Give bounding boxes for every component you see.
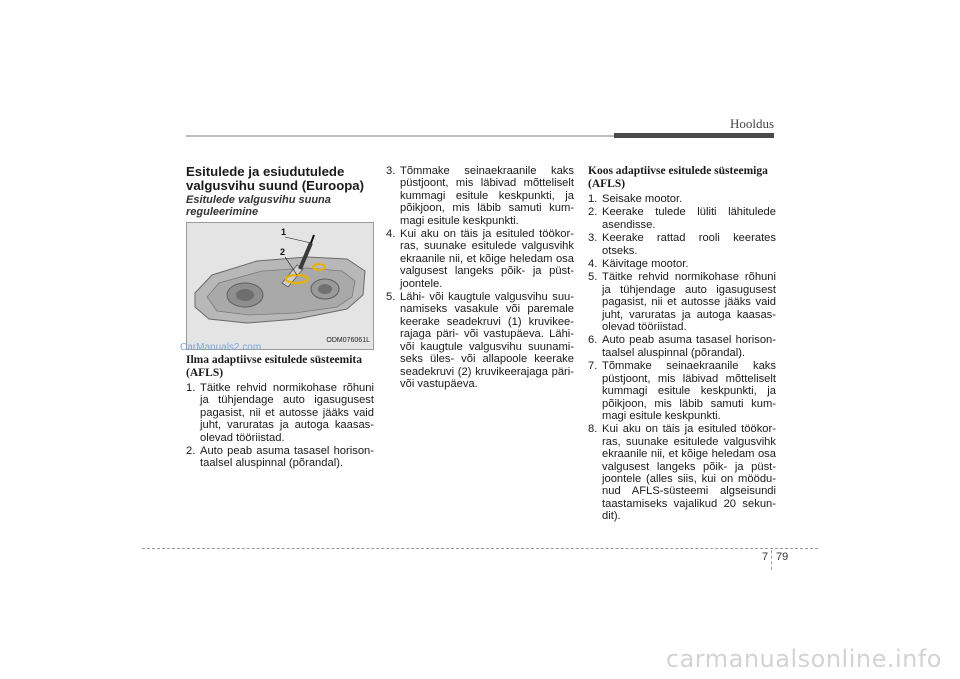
- figure-label-2: 2: [280, 247, 286, 257]
- list-item: 2. Keerake tulede lüliti lähitulede asendisse.: [588, 206, 776, 231]
- watermark-small: CarManuals2.com: [180, 342, 262, 353]
- header-rule: [186, 135, 614, 137]
- section-title: Esitulede ja esiudutulede valgusvihu suund (Euroopa): [186, 164, 365, 193]
- column-1: [186, 165, 374, 471]
- list-item: 5. Lähi- või kaugtule valgusvihu suu-namiseks vasakule või paremale keerake seadekruvi (1) kruvikee-rajaga päri- või vastupäeva. Lähi- või kaugtule valgusvihu suunami-seks üles- või allapoole keerake seadekruvi (2) kruvikeerajaga päri- või vastupäeva.: [386, 291, 574, 390]
- afls-off-heading: Ilma adaptiivse esitulede süsteemita (AFLS): [186, 354, 363, 379]
- list-item: 6. Auto peab asuma tasasel horison-taalsel aluspinnal (põrandal).: [588, 334, 776, 359]
- list-item: 5. Täitke rehvid normikohase rõhuni ja tühjendage auto igasugusest pagasist, nii et autosse jääks vaid juht, varuratas ja autoga kaasas-olevad tööriistad.: [588, 271, 776, 334]
- list-item: 2. Auto peab asuma tasasel horison-taalsel aluspinnal (põrandal).: [186, 445, 374, 470]
- page-divider: [771, 550, 772, 570]
- list-item: 7. Tõmmake seinaekraanile kaks püstjoont, mis läbivad mõtteliselt kummagi esitule keskpunkti, ja põikjoon, mis läbib samuti kum-magi esitule keskpunkti.: [588, 360, 776, 422]
- column-2: [386, 165, 574, 391]
- site-watermark: carmanualsonline.info: [665, 645, 942, 673]
- figure-label-1: 1: [281, 227, 287, 237]
- list-item: 4. Kui aku on täis ja esituled töökor-ras, suunake esitulede valgusvihk ekraanile nii, et kõige heledam osa valgusest langeks põik- ja püst-joontele.: [386, 228, 574, 290]
- header-rule-accent: [614, 133, 774, 138]
- section-header-title: Hooldus: [729, 116, 774, 131]
- column-3: [588, 165, 776, 524]
- footer-rule: [142, 548, 818, 549]
- list-item: 4. Käivitage mootor.: [588, 258, 689, 271]
- steps-list: [386, 165, 574, 390]
- list-item: 8. Kui aku on täis ja esituled töökor-ras, suunake esitulede valgusvihk ekraanile nii, et kõige heledam osa valgusest langeks põik- ja püst-joontele (alles siis, kui on möödu-nud AFLS-süsteemi algseisundi taastamiseks vajalikud 20 sekun-dit).: [588, 423, 776, 523]
- section-subtitle: Esitulede valgusvihu suuna reguleerimine: [186, 194, 331, 218]
- steps-list: [186, 382, 374, 470]
- list-item: 1. Seisake mootor.: [588, 193, 683, 205]
- list-item: 3. Keerake rattad rooli keerates otseks.: [588, 232, 776, 257]
- afls-on-heading: Koos adaptiivse esitulede süsteemiga (AFLS): [588, 165, 768, 190]
- list-item: 1. Täitke rehvid normikohase rõhuni ja tühjendage auto igasugusest pagasist, nii et autosse jääks vaid juht, varuratas ja autoga kaasas-olevad tööriistad.: [186, 382, 374, 444]
- steps-list: [588, 193, 776, 523]
- page-number: 79: [776, 551, 789, 563]
- headlamp-figure: [186, 222, 374, 350]
- headlamp-illustration: [187, 223, 373, 349]
- list-item: 3. Tõmmake seinaekraanile kaks püstjoont, mis läbivad mõtteliselt kummagi esitule keskpunkti, ja põikjoon, mis läbib samuti kum-magi esitule keskpunkti.: [386, 165, 574, 227]
- chapter-number: 7: [762, 551, 769, 563]
- figure-code: ODM076061L: [326, 336, 370, 344]
